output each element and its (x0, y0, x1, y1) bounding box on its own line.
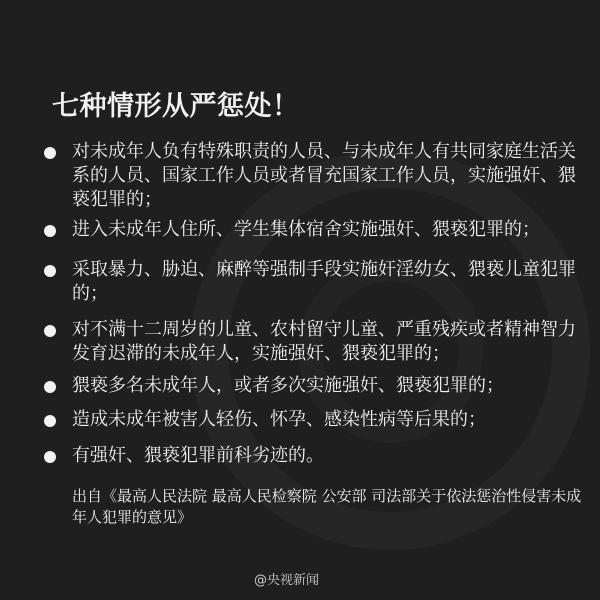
list-item-text: 进入未成年人住所、学生集体宿舍实施强奸、猥亵犯罪的； (72, 219, 540, 240)
bullet-icon (44, 451, 56, 463)
list-item (44, 140, 584, 212)
list-item (44, 408, 584, 432)
bullet-icon (44, 147, 56, 159)
bullet-icon (44, 415, 56, 427)
list-item-text: 造成未成年被害人轻伤、怀孕、感染性病等后果的； (72, 409, 486, 430)
watermark-credit: @央视新闻 (254, 573, 320, 588)
bullet-icon (44, 225, 56, 237)
list-item (44, 374, 584, 398)
list-item-text: 有强奸、猥亵犯罪前科劣迹的。 (72, 445, 324, 466)
list-item-text: 猥亵多名未成年人，或者多次实施强奸、猥亵犯罪的； (72, 375, 504, 396)
list-item (44, 258, 584, 306)
list-item (44, 318, 584, 366)
bullet-icon (44, 325, 56, 337)
page-title: 七种情形从严惩处！ (52, 91, 300, 122)
bullet-icon (44, 381, 56, 393)
source-citation: 出自《最高人民法院 最高人民检察院 公安部 司法部关于依法惩治性侵害未成年人犯罪的意见》 (72, 487, 582, 526)
list-item (44, 444, 584, 468)
list-item-text: 对未成年人负有特殊职责的人员、与未成年人有共同家庭生活关系的人员、国家工作人员或者冒充国家工作人员，实施强奸、猥亵犯罪的； (72, 141, 576, 210)
bullet-icon (44, 265, 56, 277)
list-item-text: 对不满十二周岁的儿童、农村留守儿童、严重残疾或者精神智力发育迟滞的未成年人，实施强奸、猥亵犯罪的； (72, 319, 576, 364)
list-item-text: 采取暴力、胁迫、麻醉等强制手段实施奸淫幼女、猥亵儿童犯罪的； (72, 259, 576, 304)
list-item (44, 218, 584, 242)
